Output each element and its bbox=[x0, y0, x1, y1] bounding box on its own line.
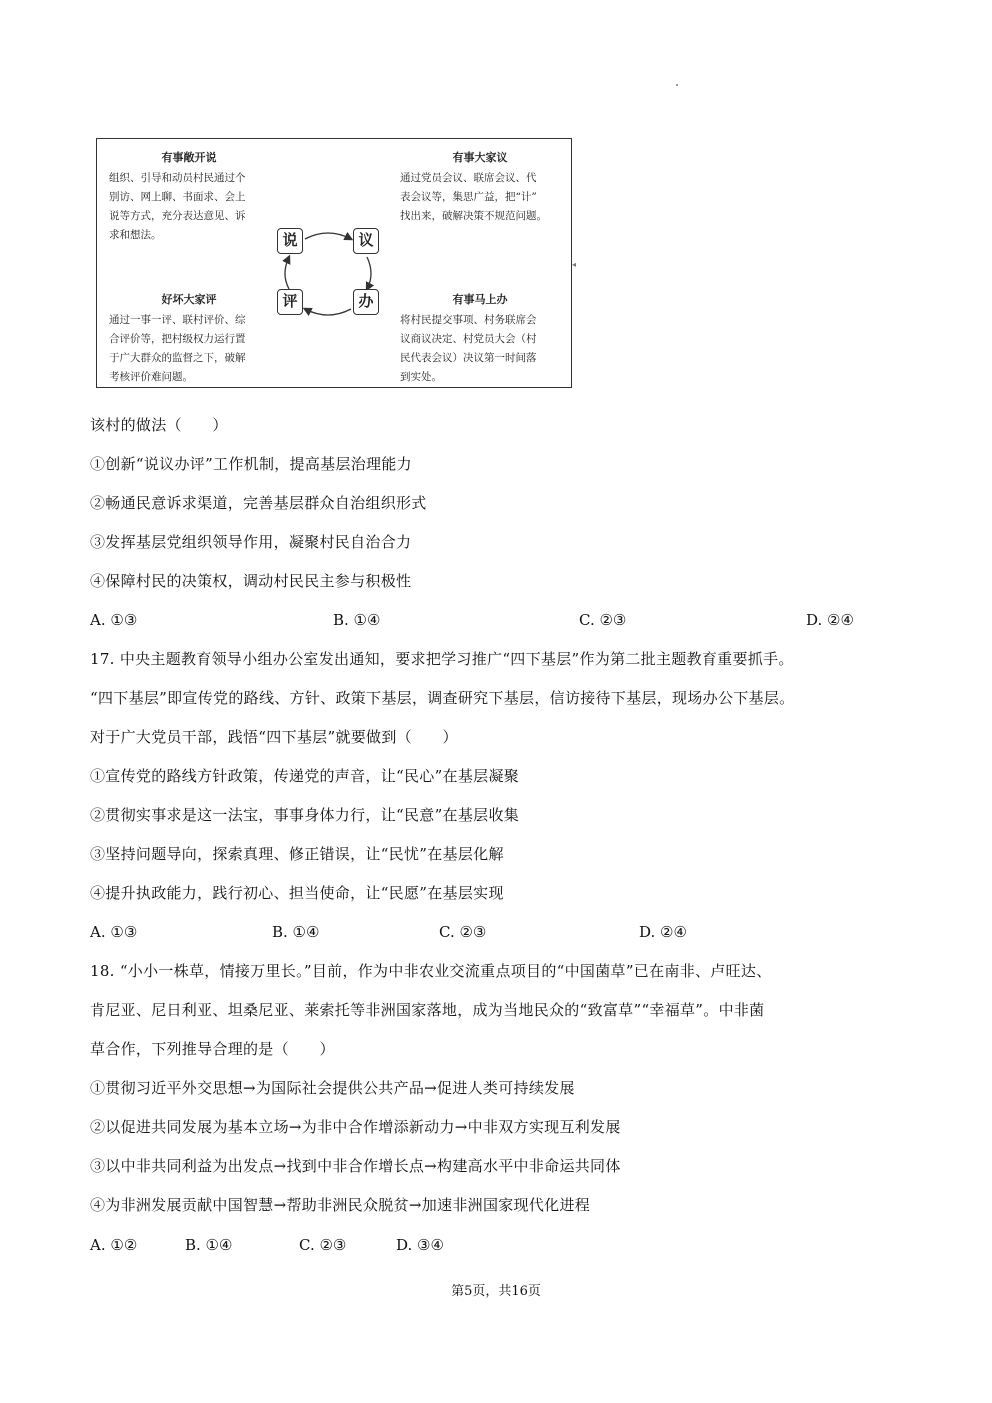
panel-line: 民代表会议）决议第一时间落 bbox=[400, 352, 537, 364]
q18-item-4: ④为非洲发展贡献中国智慧→帮助非洲民众脱贫→加速非洲国家现代化进程 bbox=[90, 1196, 591, 1214]
panel-line: 于广大群众的监督之下，破解 bbox=[109, 352, 246, 364]
panel-title: 有事大家议 bbox=[452, 151, 508, 164]
governance-cycle-figure bbox=[96, 138, 572, 388]
panel-title: 有事马上办 bbox=[452, 293, 508, 306]
panel-line: 求和想法。 bbox=[109, 229, 162, 241]
q18-item-2: ②以促进共同发展为基本立场→为非中合作增添新动力→中非双方实现互利发展 bbox=[90, 1118, 621, 1136]
arrow-say-to-discuss bbox=[305, 233, 351, 239]
q17-option-a[interactable]: A. ①③ bbox=[90, 923, 138, 941]
q16-option-d[interactable]: D. ②④ bbox=[806, 611, 854, 629]
panel-line: 通过党员会议、联席会议、代 bbox=[400, 172, 537, 184]
panel-line: 到实处。 bbox=[400, 371, 442, 383]
q17-item-1: ①宣传党的路线方针政策，传递党的声音，让“民心”在基层凝聚 bbox=[90, 767, 520, 785]
panel-line: 议商议决定、村党员大会（村 bbox=[400, 333, 537, 345]
node-discuss: 议 bbox=[353, 228, 379, 254]
q17-item-4: ④提升执政能力，践行初心、担当使命，让“民愿”在基层实现 bbox=[90, 884, 504, 902]
node-evaluate: 评 bbox=[277, 289, 303, 315]
q17-option-d[interactable]: D. ②④ bbox=[639, 923, 687, 941]
q16-item-4: ④保障村民的决策权，调动村民民主参与积极性 bbox=[90, 572, 412, 590]
scan-speck bbox=[676, 84, 678, 86]
panel-act bbox=[400, 291, 560, 387]
q16-option-b[interactable]: B. ①④ bbox=[333, 611, 381, 629]
panel-title: 有事敞开说 bbox=[161, 151, 217, 164]
q18-item-1: ①贯彻习近平外交思想→为国际社会提供公共产品→促进人类可持续发展 bbox=[90, 1079, 575, 1097]
margin-mark: ◂ bbox=[572, 260, 577, 269]
panel-discuss bbox=[400, 149, 560, 226]
q17-option-b[interactable]: B. ①④ bbox=[272, 923, 320, 941]
q17-stem-line-1: 17. 中央主题教育领导小组办公室发出通知，要求把学习推广“四下基层”作为第二批主题教育重要抓手。 bbox=[90, 650, 794, 668]
q16-option-c[interactable]: C. ②③ bbox=[579, 611, 627, 629]
panel-line: 将村民提交事项、村务联席会 bbox=[400, 314, 537, 326]
q18-stem-line-2: 肯尼亚、尼日利亚、坦桑尼亚、莱索托等非洲国家落地，成为当地民众的“致富草”“幸福草”。中非菌 bbox=[90, 1001, 765, 1019]
q18-option-a[interactable]: A. ①② bbox=[90, 1236, 138, 1254]
arrow-do-to-eval bbox=[305, 309, 351, 315]
q17-item-3: ③坚持问题导向，探索真理、修正错误，让“民忧”在基层化解 bbox=[90, 845, 504, 863]
node-say: 说 bbox=[277, 228, 303, 254]
q18-option-b[interactable]: B. ①④ bbox=[185, 1236, 233, 1254]
panel-line: 别访、网上聊、书面求、会上 bbox=[109, 191, 246, 203]
node-do: 办 bbox=[353, 289, 379, 315]
q16-item-3: ③发挥基层党组织领导作用，凝聚村民自治合力 bbox=[90, 533, 412, 551]
arrow-eval-to-say bbox=[285, 257, 289, 289]
panel-open-talk bbox=[109, 149, 269, 245]
panel-line: 表会议等，集思广益，把“计” bbox=[400, 191, 537, 203]
q17-stem-line-2: “四下基层”即宣传党的路线、方针、政策下基层，调查研究下基层，信访接待下基层，现场办公下基层。 bbox=[90, 689, 795, 707]
panel-line: 合评价等，把村级权力运行置 bbox=[109, 333, 246, 345]
panel-line: 通过一事一评、联村评价、综 bbox=[109, 314, 246, 326]
q16-item-2: ②畅通民意诉求渠道，完善基层群众自治组织形式 bbox=[90, 494, 427, 512]
panel-line: 考核评价难问题。 bbox=[109, 371, 193, 383]
q17-option-c[interactable]: C. ②③ bbox=[439, 923, 487, 941]
panel-evaluate bbox=[109, 291, 269, 387]
q18-option-d[interactable]: D. ③④ bbox=[396, 1236, 444, 1254]
panel-line: 找出来，破解决策不规范问题。 bbox=[400, 210, 547, 222]
page-number-footer: 第5页，共16页 bbox=[451, 1284, 541, 1299]
q16-stem: 该村的做法（ ） bbox=[90, 416, 228, 434]
q16-option-a[interactable]: A. ①③ bbox=[90, 611, 138, 629]
panel-title: 好坏大家评 bbox=[161, 293, 217, 306]
panel-line: 说等方式，充分表达意见、诉 bbox=[109, 210, 246, 222]
arrow-discuss-to-do bbox=[367, 257, 371, 289]
q17-stem-line-3: 对于广大党员干部，践悟“四下基层”就要做到（ ） bbox=[90, 728, 458, 746]
panel-line: 组织、引导和动员村民通过个 bbox=[109, 172, 246, 184]
q16-item-1: ①创新“说议办评”工作机制，提高基层治理能力 bbox=[90, 455, 412, 473]
q18-item-3: ③以中非共同利益为出发点→找到中非合作增长点→构建高水平中非命运共同体 bbox=[90, 1157, 621, 1175]
q18-stem-line-3: 草合作，下列推导合理的是（ ） bbox=[90, 1040, 335, 1058]
q18-option-c[interactable]: C. ②③ bbox=[299, 1236, 347, 1254]
q17-item-2: ②贯彻实事求是这一法宝，事事身体力行，让“民意”在基层收集 bbox=[90, 806, 520, 824]
q18-stem-line-1: 18. “小小一株草，情接万里长。”目前，作为中非农业交流重点项目的“中国菌草”已在南非、卢旺达、 bbox=[90, 962, 772, 980]
